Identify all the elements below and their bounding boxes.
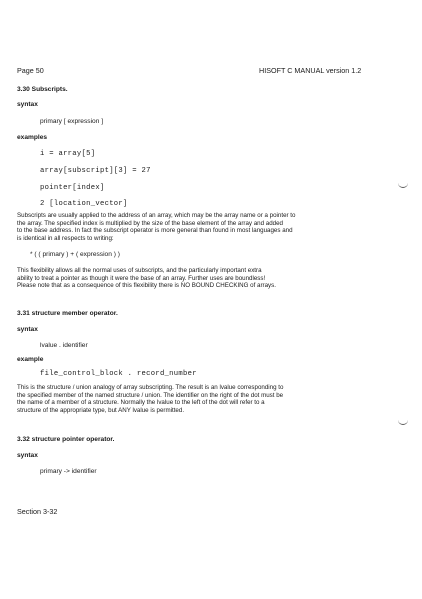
- syntax-line: primary -> identifier: [40, 468, 97, 475]
- footer-section-label: Section 3-32: [17, 507, 58, 516]
- example-line: i = array[5]: [40, 150, 96, 158]
- text-line: Please note that as a consequence of this flexibility there is NO BOUND CHECKING of arrays.: [17, 282, 276, 290]
- syntax-label: syntax: [17, 452, 38, 459]
- syntax-line: lvalue . identifier: [40, 342, 88, 349]
- example-label: example: [17, 356, 44, 363]
- margin-mark: [398, 420, 408, 425]
- text-line: ability to treat a pointer as though it were the base of an array. Further uses are boundless!: [17, 274, 266, 282]
- page-number: Page 50: [17, 66, 44, 75]
- text-line: the array. The specified index is multiplied by the size of the base element of the array and added: [17, 219, 283, 227]
- text-line: Subscripts are usually applied to the address of an array, which may be the array name or a pointer to: [17, 212, 296, 219]
- section-3-32-heading: 3.32 structure pointer operator.: [17, 436, 115, 443]
- syntax-label: syntax: [17, 101, 38, 108]
- syntax-line: primary [ expression ]: [40, 118, 104, 125]
- subscripts-paragraph: [17, 212, 407, 242]
- example-line: array[subscript][3] = 27: [40, 167, 151, 175]
- section-3-31-heading: 3.31 structure member operator.: [17, 310, 118, 317]
- manual-title: HISOFT C MANUAL version 1.2: [259, 66, 362, 75]
- text-line: is identical in all respects to writing:: [17, 234, 114, 242]
- text-line: This flexibility allows all the normal uses of subscripts, and the particularly important extra: [17, 267, 262, 274]
- text-line: This is the structure / union analogy of array subscripting. The result is an lvalue corresponding to: [17, 384, 284, 391]
- member-operator-paragraph: [17, 384, 407, 414]
- formula-line: * ( ( primary ) + ( expression ) ): [30, 251, 120, 258]
- margin-mark: [398, 183, 408, 188]
- section-3-30-heading: 3.30 Subscripts.: [17, 86, 68, 93]
- flexibility-paragraph: [17, 267, 407, 290]
- text-line: to the base address. In fact the subscript operator is more general than found in most languages and: [17, 227, 293, 235]
- examples-label: examples: [17, 134, 48, 141]
- text-line: structure of the appropriate type, but ANY lvalue is permitted.: [17, 406, 185, 414]
- text-line: the name of a member of a structure. Normally the lvalue to the left of the dot will refer to a: [17, 399, 265, 407]
- example-line: 2 [location_vector]: [40, 200, 128, 208]
- syntax-label: syntax: [17, 326, 38, 333]
- example-line: pointer[index]: [40, 184, 105, 192]
- text-line: the specified member of the named structure / union. The identifier on the right of the dot must be: [17, 391, 284, 399]
- example-line: file_control_block . record_number: [40, 370, 197, 378]
